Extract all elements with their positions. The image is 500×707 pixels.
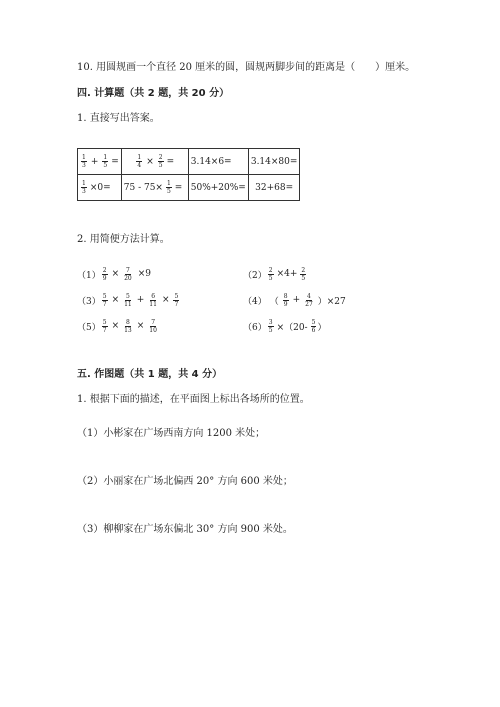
calc-item-1: （1） $\frac{2}{9}$ × $\frac{7}{20}$ ×9 xyxy=(77,266,152,282)
question-1-title: 1. 直接写出答案。 xyxy=(77,113,160,124)
table-cell: 3.14×80= xyxy=(248,149,300,175)
table-cell: 50%+20%= xyxy=(188,175,248,201)
table-cell: 32+68= xyxy=(248,175,300,201)
calc-item-3: （3） $\frac{5}{7}$ × $\frac{5}{11}$ + $\frac{6}{11}$ × $\frac{5}{7}$ xyxy=(77,292,179,308)
drawing-question-title: 1. 根据下面的描述，在平面图上标出各场所的位置。 xyxy=(77,394,310,405)
oral-calc-table xyxy=(77,148,300,201)
section-4-title: 四. 计算题（共 2 题，共 20 分） xyxy=(77,88,230,99)
drawing-item-1: （1）小彬家在广场西南方向 1200 米处； xyxy=(77,428,266,439)
table-cell: $\frac{1}{4}$ × $\frac{2}{5}$ = xyxy=(121,149,188,175)
section-5-title: 五. 作图题（共 1 题，共 4 分） xyxy=(77,369,223,380)
table-cell: $\frac{1}{3}$ + $\frac{1}{5}$ = xyxy=(78,149,122,175)
calc-item-6: （6） $\frac{3}{5}$ ×（20- $\frac{5}{6}$ ） xyxy=(243,318,327,334)
table-cell: 75 - 75× $\frac{1}{5}$ = xyxy=(121,175,188,201)
calc-item-4: （4） （ $\frac{8}{9}$ + $\frac{4}{27}$ ）×27 xyxy=(243,292,346,308)
calc-item-2: （2） $\frac{2}{5}$ ×4+ $\frac{2}{5}$ xyxy=(243,266,306,282)
question-10: 10. 用圆规画一个直径 20 厘米的圆，圆规两脚步间的距离是（ ）厘米。 xyxy=(77,62,416,73)
drawing-item-2: （2）小丽家在广场北偏西 20° 方向 600 米处； xyxy=(77,476,293,487)
question-2-title: 2. 用简便方法计算。 xyxy=(77,234,170,245)
drawing-item-3: （3）柳柳家在广场东偏北 30° 方向 900 米处。 xyxy=(77,524,293,535)
table-cell: $\frac{1}{3}$ ×0= xyxy=(78,175,122,201)
table-cell: 3.14×6= xyxy=(188,149,248,175)
calc-item-5: （5） $\frac{5}{7}$ × $\frac{8}{13}$ × $\frac{7}{10}$ xyxy=(77,318,157,334)
